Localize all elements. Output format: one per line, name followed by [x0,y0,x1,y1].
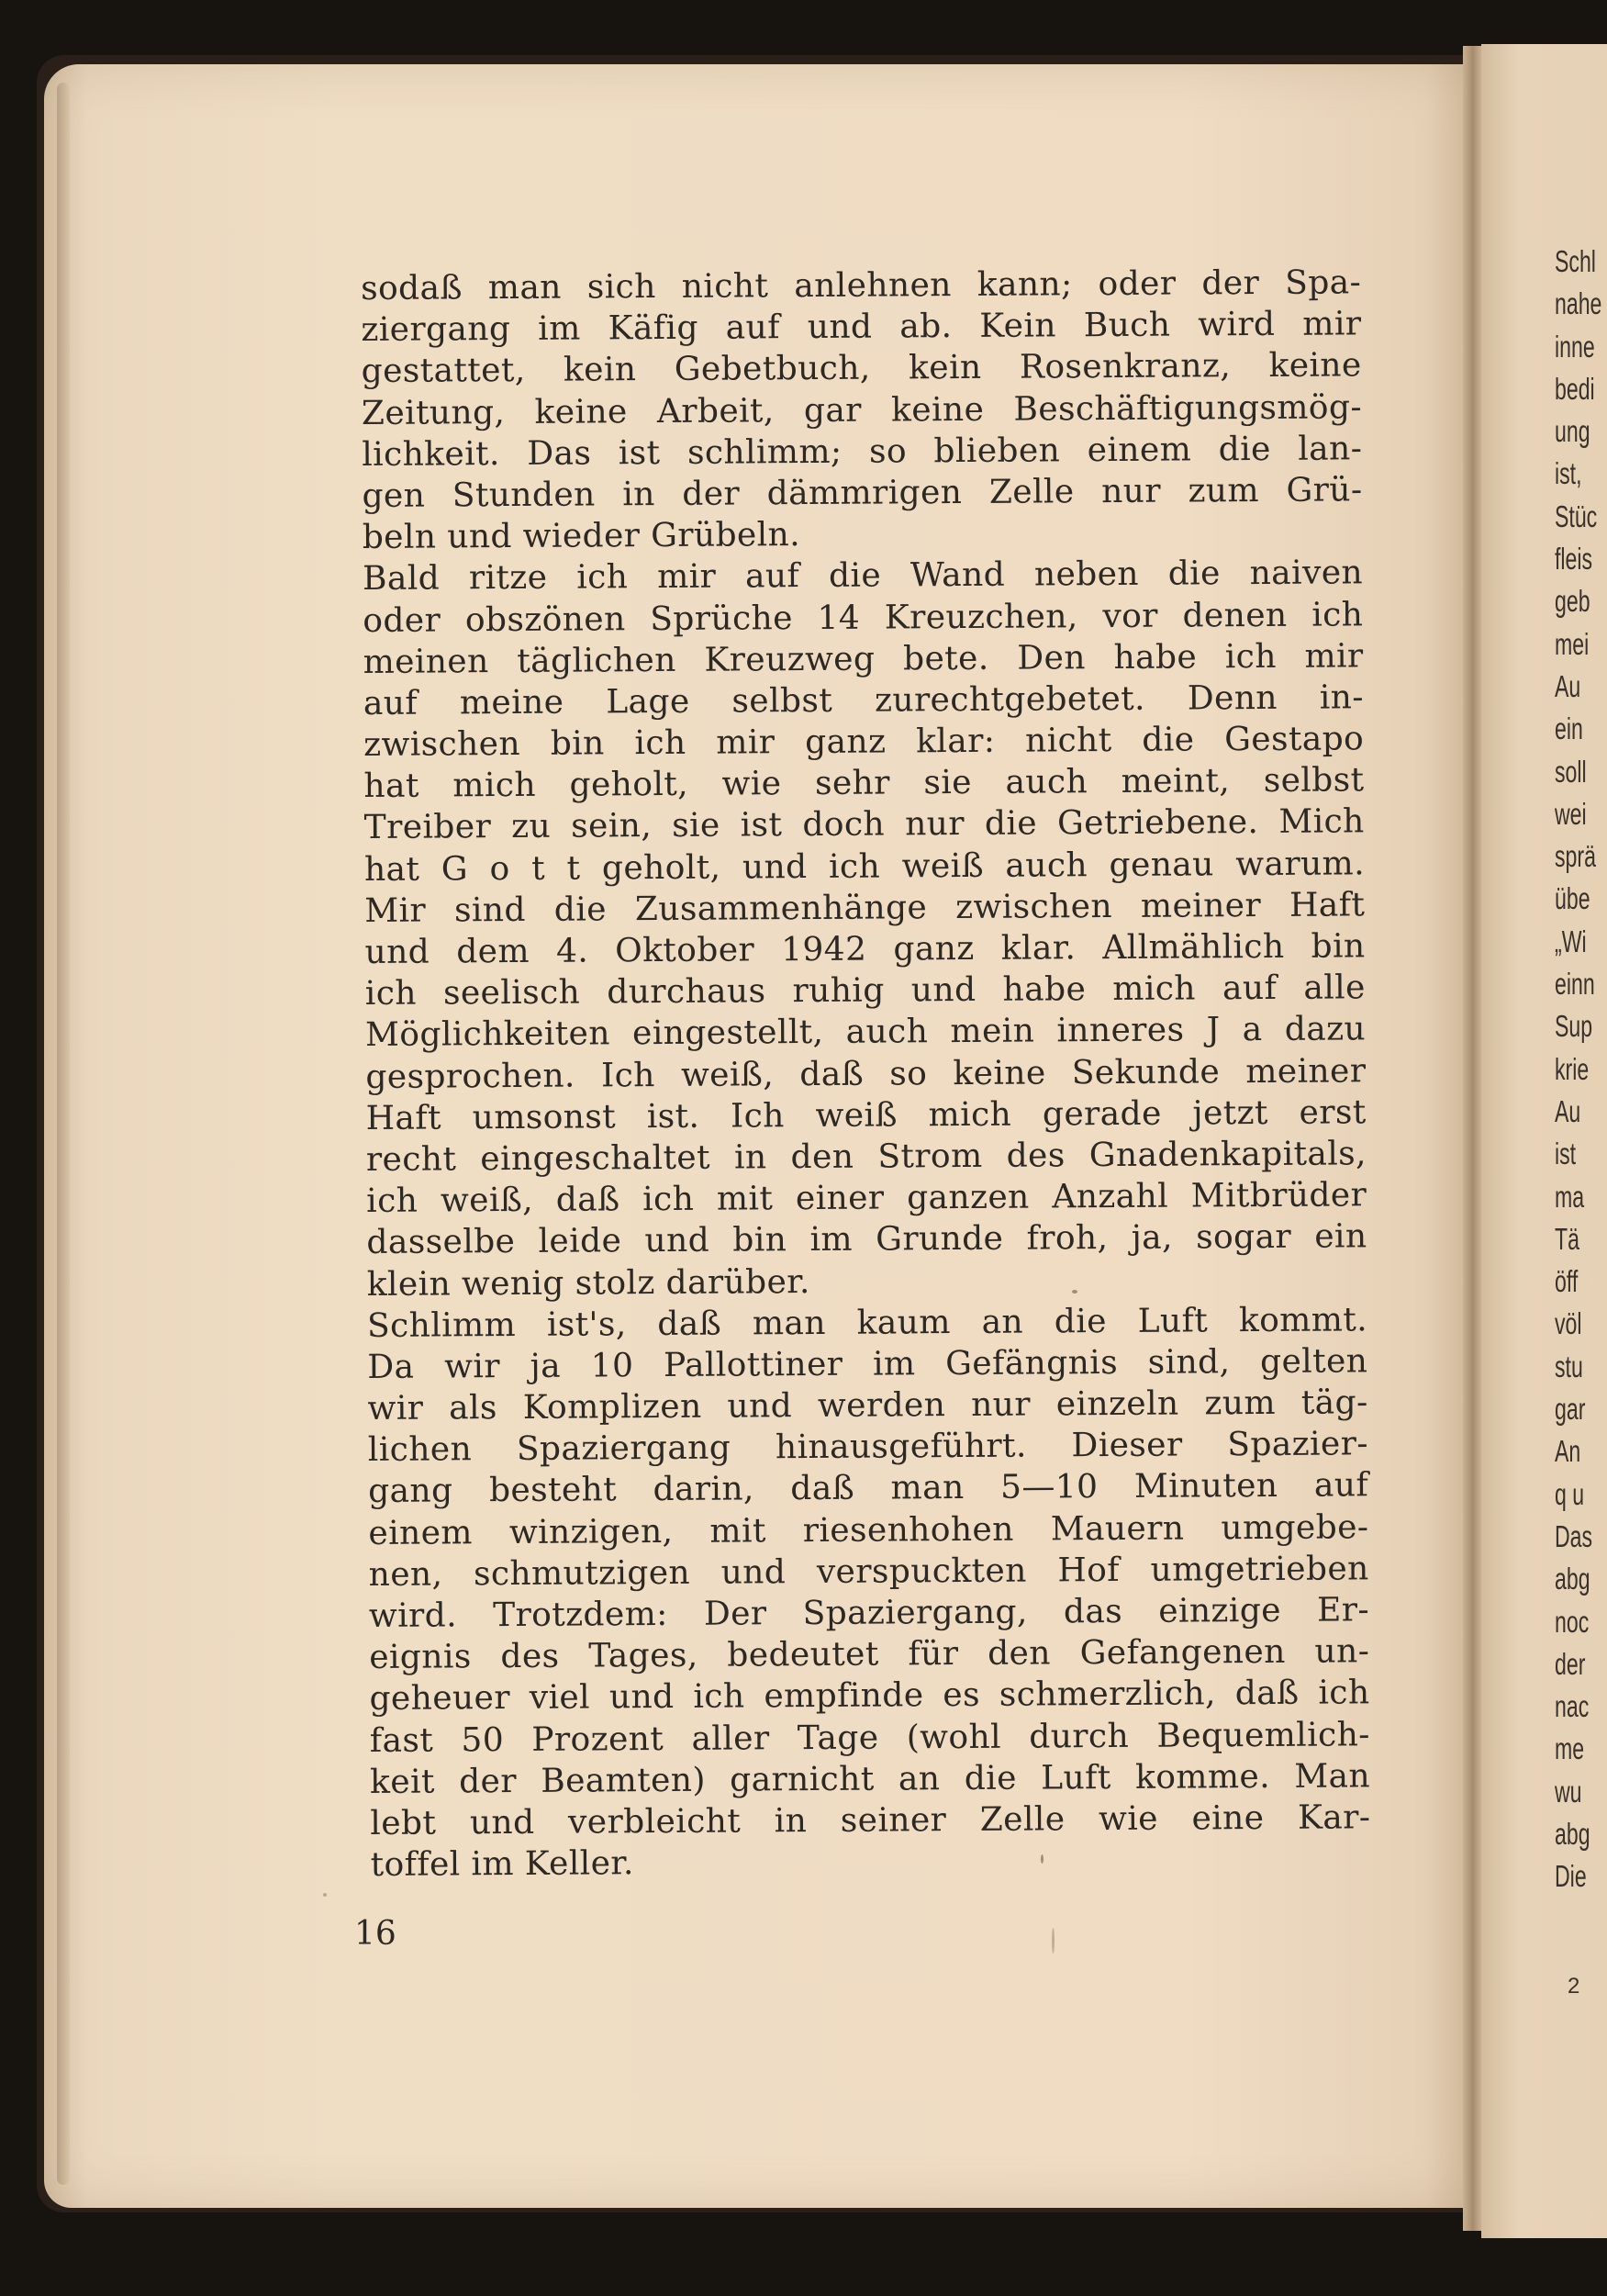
text-line: geheuer viel und ich empfinde es schmerzlich, daß ich [369,1674,1370,1719]
right-text-line: ist [1555,1137,1577,1171]
right-text-line: stu [1555,1349,1583,1383]
right-text-line: mei [1555,626,1590,661]
paper-speck [1041,1854,1043,1864]
right-text-line: öff [1555,1264,1579,1299]
right-text-line: abg [1555,1562,1590,1596]
right-text-line: An [1555,1434,1581,1469]
right-page-number: 2 [1568,1974,1580,1999]
text-line: eignis des Tages, bedeutet für den Gefangenen un- [369,1632,1370,1677]
right-text-line: ist, [1555,456,1582,491]
page-edge [57,83,70,2185]
text-line: hat G o t t geholt, und ich weiß auch genau warum. [363,844,1366,889]
text-line: einem winzigen, mit riesenhohen Mauern umgebe- [368,1507,1369,1552]
text-line: toffel im Keller. [370,1844,634,1885]
right-text-line: noc [1555,1604,1590,1639]
text-line: lebt und verbleicht in seiner Zelle wie eine Kar- [370,1798,1371,1842]
right-text-line: sprä [1555,839,1596,874]
text-line: wird. Trotzdem: Der Spaziergang, das einzige Er- [368,1591,1370,1635]
right-text-line: übe [1555,881,1590,916]
text-line: ziergang im Käfig auf und ab. Kein Buch wird mir [361,305,1362,350]
text-line: zwischen bin ich mir ganz klar: nicht die Gestapo [363,720,1365,765]
right-text-line: der [1555,1646,1586,1681]
text-line: Zeitung, keine Arbeit, gar keine Beschäftigungsmög- [361,387,1363,432]
right-text-line: soll [1555,754,1587,789]
text-line: oder obszönen Sprüche 14 Kreuzchen, vor denen ich [363,595,1364,640]
right-text-line: wei [1555,796,1587,831]
right-text-line: nahe [1555,286,1602,321]
text-line: Haft umsonst ist. Ich weiß mich gerade jetzt erst [365,1093,1367,1137]
right-page-text [1555,241,1607,1898]
text-line: nen, schmutzigen und verspuckten Hof umgetrieben [368,1550,1369,1594]
text-line: Schlimm ist's, daß man kaum an die Luft kommt. [366,1301,1368,1345]
paper-speck [1072,1290,1077,1294]
right-text-line: ein [1555,711,1583,746]
text-line: Da wir ja 10 Pallottiner im Gefängnis sind, gelten [367,1342,1368,1386]
text-line: ich weiß, daß ich mit einer ganzen Anzahl Mitbrüder [366,1176,1367,1221]
text-line: meinen täglichen Kreuzweg bete. Den habe ich mir [363,637,1364,681]
right-text-line: me [1555,1731,1585,1766]
text-line: keit der Beamten) garnicht an die Luft komme. Man [369,1757,1371,1801]
text-line: fast 50 Prozent aller Tage (wohl durch Bequemlich- [369,1715,1370,1760]
right-text-line: geb [1555,584,1590,619]
right-text-line: gar [1555,1392,1586,1427]
left-page-number: 16 [354,1915,396,1953]
right-text-line: abg [1555,1816,1590,1851]
left-page-text [361,262,1371,1886]
text-line: und dem 4. Oktober 1942 ganz klar. Allmählich bin [364,927,1366,971]
text-line: Bald ritze ich mir auf die Wand neben die naiven [362,554,1364,599]
paper-speck [323,1893,327,1897]
text-line: beln und wieder Grübeln. [362,516,801,557]
text-line: Möglichkeiten eingestellt, auch mein inneres J a dazu [364,1010,1367,1055]
text-line: ich seelisch durchaus ruhig und habe mich auf alle [364,969,1366,1014]
text-line: klein wenig stolz darüber. [366,1262,810,1304]
right-text-line: wu [1555,1774,1582,1809]
right-text-line: ung [1555,414,1590,449]
right-text-line: inne [1555,329,1595,364]
right-text-line: völ [1555,1306,1582,1341]
right-text-line: bedi [1555,371,1595,406]
text-line: auf meine Lage selbst zurechtgebetet. Denn in- [363,678,1365,722]
right-text-line: Au [1555,668,1581,703]
right-text-line: Stüc [1555,498,1598,533]
right-text-line: Tä [1555,1221,1579,1256]
right-text-line: Schl [1555,244,1596,278]
paper-speck [1052,1928,1055,1954]
text-line: dasselbe leide und bin im Grunde froh, ja, sogar ein [366,1217,1367,1262]
right-text-line: einn [1555,967,1595,1002]
right-text-line: Au [1555,1093,1581,1128]
text-line: hat mich geholt, wie sehr sie auch meint, selbst [363,761,1365,806]
text-line: Treiber zu sein, sie ist doch nur die Getriebene. Mich [363,802,1365,847]
text-line: recht eingeschaltet in den Strom des Gnadenkapitals, [365,1135,1367,1179]
right-text-line: „Wi [1555,924,1587,958]
text-line: sodaß man sich nicht anlehnen kann; oder der Spa- [361,263,1362,308]
text-line: gen Stunden in der dämmrigen Zelle nur zum Grü- [362,471,1363,515]
text-line: gesprochen. Ich weiß, daß so keine Sekunde meiner [365,1051,1367,1096]
right-text-line: q u [1555,1476,1585,1511]
right-text-line: fleis [1555,542,1593,577]
right-text-line: Das [1555,1518,1593,1553]
right-text-line: Die [1555,1859,1587,1894]
text-line: lichkeit. Das ist schlimm; so blieben einem die lan- [362,430,1363,474]
right-text-line: nac [1555,1689,1590,1724]
text-line: wir als Komplizen und werden nur einzeln zum täg- [367,1383,1368,1428]
right-text-line: Sup [1555,1009,1593,1044]
text-line: Mir sind die Zusammenhänge zwischen meiner Haft [364,886,1366,930]
text-line: gang besteht darin, daß man 5—10 Minuten auf [368,1466,1369,1511]
text-line: gestattet, kein Gebetbuch, kein Rosenkranz, keine [361,346,1362,391]
right-text-line: krie [1555,1051,1590,1086]
right-text-line: ma [1555,1179,1585,1214]
text-line: lichen Spaziergang hinausgeführt. Dieser Spazier- [367,1425,1368,1470]
